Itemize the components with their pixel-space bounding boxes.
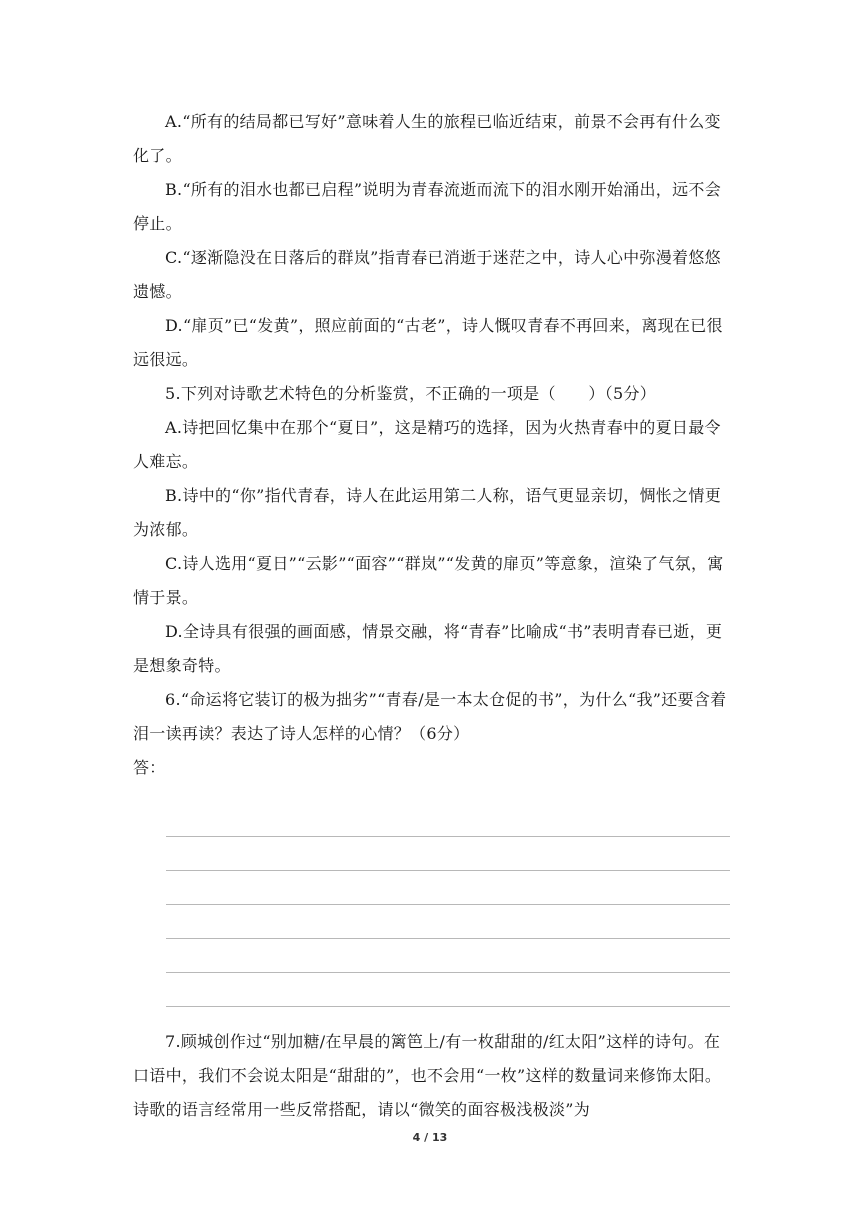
answer-line[interactable] [166, 973, 730, 1007]
page-number: 4 / 13 [412, 1131, 448, 1144]
q6-stem: 6.“命运将它装订的极为拙劣”“青春/是一本太仓促的书”，为什么“我”还要含着泪一读再读？表达了诗人怎样的心情？（6分） [133, 690, 727, 743]
q5-option-c: C.诗人选用“夏日”“云影”“面容”“群岚”“发黄的扉页”等意象，渲染了气氛，寓情于景。 [133, 554, 724, 607]
document-body [133, 105, 733, 1127]
q4-option-a: A.“所有的结局都已写好”意味着人生的旅程已临近结束，前景不会再有什么变化了。 [133, 112, 721, 165]
spacer [133, 1007, 733, 1025]
q4-option-d: D.“扉页”已“发黄”，照应前面的“古老”，诗人慨叹青春不再回来，离现在已很远很远。 [133, 316, 723, 369]
answer-line[interactable] [166, 803, 730, 837]
q7-stem: 7.顾城创作过“别加糖/在早晨的篱笆上/有一枚甜甜的/红太阳”这样的诗句。在口语中，我们不会说太阳是“甜甜的”，也不会用“一枚”这样的数量词来修饰太阳。诗歌的语言经常用一些反常搭配，请以“微笑的面容极浅极淡”为 [133, 1032, 722, 1119]
q5-option-b: B.诗中的“你”指代青春，诗人在此运用第二人称，语气更显亲切，惆怅之情更为浓郁。 [133, 486, 722, 539]
q5-stem: 5.下列对诗歌艺术特色的分析鉴赏，不正确的一项是（ ）（5分） [165, 384, 657, 403]
answer-line[interactable] [166, 871, 730, 905]
answer-line[interactable] [166, 837, 730, 871]
answer-line[interactable] [166, 905, 730, 939]
q5-option-a: A.诗把回忆集中在那个“夏日”，这是精巧的选择，因为火热青春中的夏日最令人难忘。 [133, 418, 721, 471]
q4-option-b: B.“所有的泪水也都已启程”说明为青春流逝而流下的泪水刚开始涌出，远不会停止。 [133, 180, 722, 233]
q4-option-c: C.“逐渐隐没在日落后的群岚”指青春已消逝于迷茫之中，诗人心中弥漫着悠悠遗憾。 [133, 248, 721, 301]
q6-answer-label: 答： [133, 758, 166, 777]
q5-option-d: D.全诗具有很强的画面感，情景交融，将“青春”比喻成“书”表明青春已逝，更是想象奇特。 [133, 622, 723, 675]
answer-line[interactable] [166, 939, 730, 973]
answer-lines[interactable] [166, 803, 730, 1007]
